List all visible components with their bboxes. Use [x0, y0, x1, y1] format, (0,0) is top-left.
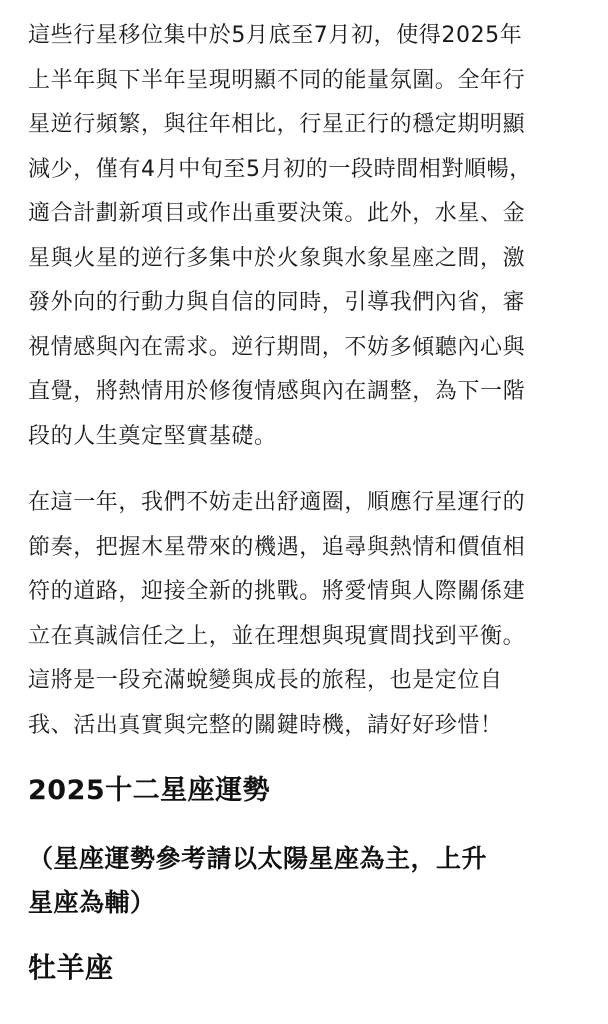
paragraph-year-advice	[28, 481, 584, 748]
text-line: （星座運勢參考請以太陽星座為主，上升	[28, 844, 488, 873]
text-line: 立在真誠信任之上，並在理想與現實間找到平衡。	[28, 623, 526, 649]
text-line: 符的道路，迎接全新的挑戰。將愛情與人際關係建	[28, 579, 526, 604]
text-line: 這將是一段充滿蛻變與成長的旅程，也是定位自	[28, 668, 503, 693]
text-line: 節奏，把握木星帶來的機遇，追尋與熱情和價值相	[28, 534, 526, 560]
text-line: 星逆行頻繁，與往年相比，行星正行的穩定期明顯	[28, 112, 526, 137]
text-line: 適合計劃新項目或作出重要決策。此外，水星、金	[28, 201, 526, 226]
article-body	[28, 14, 584, 989]
section-heading-horoscope: 2025十二星座運勢	[28, 775, 271, 806]
text-line: 上半年與下半年呈現明顯不同的能量氛圍。全年行	[28, 67, 526, 93]
paragraph-planet-movements	[28, 14, 584, 459]
text-line: 我、活出真實與完整的關鍵時機，請好好珍惜！	[28, 712, 503, 738]
text-line: 發外向的行動力與自信的同時，引導我們內省，審	[28, 290, 526, 315]
text-line: 段的人生奠定堅實基礎。	[28, 423, 277, 449]
text-line: 減少，僅有4月中旬至5月初的一段時間相對順暢，	[28, 156, 532, 182]
text-line: 星與火星的逆行多集中於火象與水象星座之間，激	[28, 245, 526, 271]
text-line: 在這一年，我們不妨走出舒適圈，順應行星運行的	[28, 490, 526, 515]
text-line: 直覺，將熱情用於修復情感與內在調整，為下一階	[28, 379, 526, 404]
heading-sign-aries: 牡羊座	[28, 951, 114, 984]
text-line: 這些行星移位集中於5月底至7月初，使得2025年	[28, 23, 523, 48]
text-line: 視情感與內在需求。逆行期間，不妨多傾聽內心與	[28, 334, 526, 360]
text-line: 星座為輔）	[28, 888, 156, 917]
heading-reference-note	[28, 837, 584, 925]
